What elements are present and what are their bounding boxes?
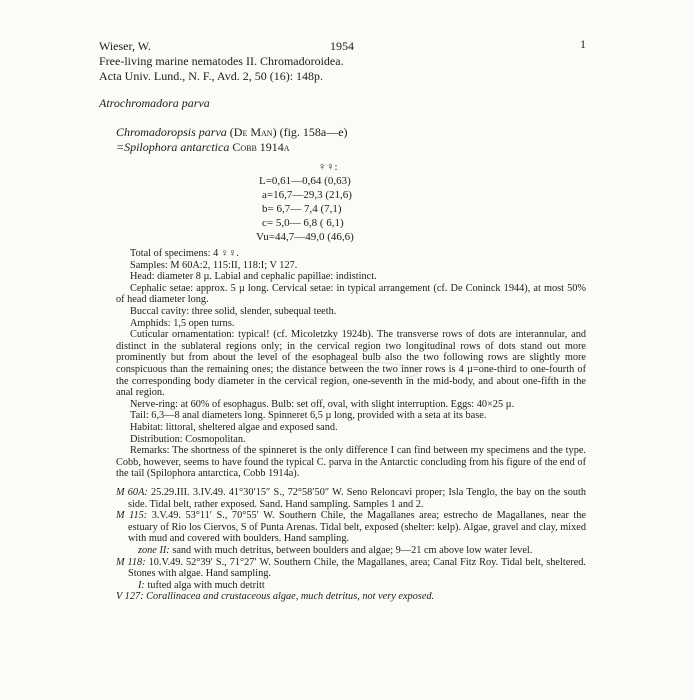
locality-v127: V 127: Corallinacea and crustaceous algae, much detritus, not very exposed. — [116, 591, 435, 603]
measurement-L: L=0,61—0,64 (0,63) — [259, 175, 351, 187]
genus-heading: Atrochromadora parva — [99, 96, 210, 110]
measurement-vu: Vu=44,7—49,0 (46,6) — [256, 231, 354, 243]
paragraph-head: Head: diameter 8 µ. Labial and cephalic papillae: indistinct. — [130, 271, 377, 283]
measurement-c: c= 5,0— 6,8 ( 6,1) — [262, 217, 344, 229]
sex-symbol: ♀♀: — [318, 161, 338, 173]
author: Wieser, W. — [99, 39, 152, 53]
paragraph-cuticular: Cuticular ornamentation: typical! (cf. Micoletzky 1924b). The transverse rows of dots are interannular, and distinct in the sublateral regions only; in the cervical region two longitudinal rows of dots stand out more prominently but from about the level of the esophageal bulb also the two following rows are slightly more conspicuous than the remaining ones; the distance between the two inner rows is 4 µ=one-third to one-fourth of the corresponding body diameter in the cervical region, one-seventh in the mid-body, and about one-fifth in the anal region. — [116, 329, 586, 399]
synonym-line-2 — [116, 140, 290, 155]
figure-reference: (fig. 158a—e) — [279, 125, 348, 139]
species-name: Chromadoropsis parva — [116, 125, 227, 139]
species-author: (De Man) — [229, 125, 277, 139]
library-stamp — [300, 360, 420, 384]
paragraph-samples: Samples: M 60A:2, 115:II, 118:I; V 127. — [130, 259, 298, 271]
synonym-author: Cobb 1914a — [232, 140, 290, 154]
paragraph-habitat: Habitat: littoral, sheltered algae and exposed sand. — [130, 421, 338, 433]
paragraph-total: Total of specimens: 4 ♀♀. — [130, 248, 239, 259]
locality-m60a: M 60A: 25.29.III. 3.IV.49. 41°30′15″ S., 72°58′50″ W. Seno Reloncavi proper; Isla Tenglo, the bay on the south side. Tidal belt, rather exposed. Sand. Hand sampling. Samples 1 and 2. — [116, 487, 586, 510]
synonym-name: =Spilophora antarctica — [116, 140, 230, 154]
locality-m118-zone: I: tufted alga with much detritt — [138, 579, 265, 591]
paragraph-cephalic-setae: Cephalic setae: approx. 5 µ long. Cervical setae: in typical arrangement (cf. De Coninck 1944), at most 50% of head diameter long. — [116, 282, 586, 306]
measurement-a: a=16,7—29,3 (21,6) — [262, 189, 352, 201]
paragraph-buccal-cavity: Buccal cavity: three solid, slender, subequal teeth. — [130, 305, 337, 317]
locality-m115: M 115: 3.V.49. 53°11′ S., 70°55′ W. Southern Chile, the Magallanes area; estrecho de Magallanes, near the estuary of Rio los Ciervos, S of Punta Arenas. Tidal belt, exposed (shelter: kelp). Algae, gravel and clay, mixed with mud and covered with boulders. Hand sampling. — [116, 510, 586, 545]
journal-citation: Acta Univ. Lund., N. F., Avd. 2, 50 (16): 148p. — [99, 69, 324, 83]
localities-block — [116, 487, 586, 603]
locality-m118: M 118: 10.V.49. 52°39′ S., 71°27′ W. Southern Chile, the Magallanes, area; Canal Fitz Roy. Tidal belt, sheltered. Stones with algae. Hand sampling. — [116, 556, 586, 580]
year: 1954 — [330, 39, 354, 53]
synonym-line-1 — [116, 125, 348, 140]
locality-m115-zone: zone II: sand with much detritus, between boulders and algae; 9—21 cm above low water level. — [138, 544, 533, 556]
paragraph-amphids: Amphids: 1,5 open turns. — [130, 317, 235, 329]
paragraph-nerve-ring: Nerve-ring: at 60% of esophagus. Bulb: set off, oval, with slight interruption. Eggs: 40×25 µ. — [130, 398, 515, 410]
paper-title: Free-living marine nematodes II. Chromadoroidea. — [99, 54, 344, 68]
page-number: 1 — [580, 37, 586, 51]
paragraph-remarks: Remarks: The shortness of the spinneret is the only difference I can find between my specimens and the type. Cobb, however, seems to have found the typical C. parva in the Antarctic concluding from his figure of the end of the tail (Spilophora antarctica, Cobb 1914a). — [116, 445, 586, 480]
measurement-b: b= 6,7— 7,4 (7,1) — [262, 203, 342, 215]
paragraph-distribution: Distribution: Cosmopolitan. — [130, 433, 246, 445]
paragraph-tail: Tail: 6,3—8 anal diameters long. Spinneret 6,5 µ long, provided with a seta at its base. — [130, 410, 487, 422]
